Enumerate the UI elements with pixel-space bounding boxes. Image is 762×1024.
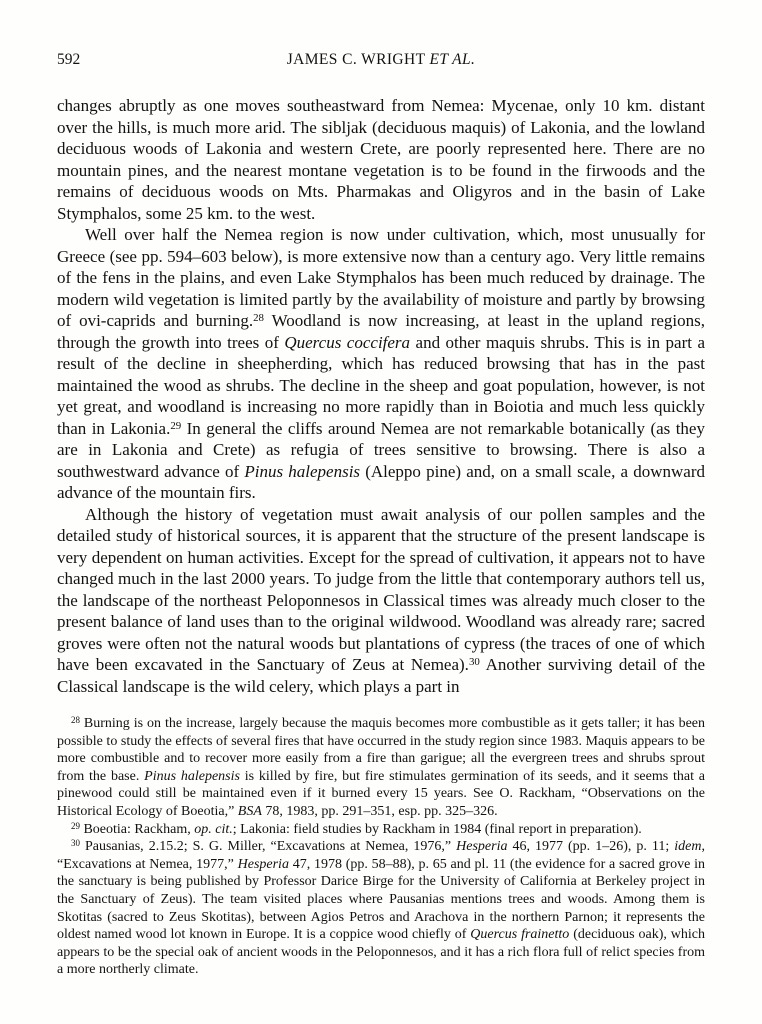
page-number: 592 xyxy=(57,51,81,68)
body-text xyxy=(57,95,705,697)
footnotes xyxy=(57,715,705,979)
footnote-28: $^{28}$ Burning is on the increase, largely because the maquis becomes more combustible as it gets taller; it has been possible to study the effects of several fires that have occurred in the study region since 1983. Maquis appears to be more combustible and to recover more easily from a fire than garigue; all the evergreen trees and shrubs sprout from the base. Pinus halepensis is killed by fire, but fire stimulates germination of its seeds, and it seems that a pinewood could still be maintained even if it burned every 15 years. See O. Rackham, “Observations on the Historical Ecology of Boeotia,” BSA 78, 1983, pp. 291–351, esp. pp. 325–326. xyxy=(57,714,705,819)
running-header xyxy=(57,50,705,70)
paragraph-3: Although the history of vegetation must await analysis of our pollen samples and the detailed study of historical sources, it is apparent that the structure of the present landscape is very dependent on human activities. Except for the spread of cultivation, it appears not to have changed much in the last 2000 years. To judge from the little that contemporary authors tell us, the landscape of the northeast Peloponnesos in Classical times was already much closer to the present balance of land uses than to the original wildwood. Woodland was already rare; sacred groves were often not the natural woods but plantations of cypress (the traces of one of which have been excavated in the Sanctuary of Zeus at Nemea).$^{30}$ Another surviving detail of the Classical landscape is the wild celery, which plays a part in xyxy=(57,504,705,696)
paragraph-1: changes abruptly as one moves southeastward from Nemea: Mycenae, only 10 km. distant over the hills, is much more arid. The sibljak (deciduous maquis) of Lakonia, and the lowland deciduous woods of Lakonia and western Crete, are poorly represented here. There are no mountain pines, and the nearest montane vegetation is to be found in the firwoods and the remains of deciduous woods on Mts. Pharmakas and Oligyros and in the basin of Lake Stymphalos, some 25 km. to the west. xyxy=(57,96,705,223)
running-head-title: JAMES C. WRIGHT ET AL. xyxy=(286,51,476,68)
paragraph-2: Well over half the Nemea region is now under cultivation, which, most unusually for Greece (see pp. 594–603 below), is more extensive now than a century ago. Very little remains of the fens in the plains, and even Lake Stymphalos has been much reduced by drainage. The modern wild vegetation is limited partly by the availability of moisture and partly by browsing of ovi-caprids and burning.$^{28}$ Woodland is now increasing, at least in the upland regions, through the growth into trees of Quercus coccifera and other maquis shrubs. This is in part a result of the decline in sheepherding, which has reduced browsing that has in the past maintained the wood as shrubs. The decline in the sheep and goat population, however, is not yet great, and woodland is increasing no more rapidly than in Boiotia and much less quickly than in Lakonia.$^{29}$ In general the cliffs around Nemea are not remarkable botanically (as they are in Lakonia and Crete) as refugia of trees sensitive to browsing. There is also a southwestward advance of Pinus halepensis (Aleppo pine) and, on a small scale, a downward advance of the mountain firs. xyxy=(57,225,705,502)
footnote-29: $^{29}$ Boeotia: Rackham, op. cit.; Lakonia: field studies by Rackham in 1984 (final report in preparation). xyxy=(71,820,642,837)
footnote-30: $^{30}$ Pausanias, 2.15.2; S. G. Miller, “Excavations at Nemea, 1976,” Hesperia 46, 1977 (pp. 1–26), p. 11; idem, “Excavations at Nemea, 1977,” Hesperia 47, 1978 (pp. 58–88), p. 65 and pl. 11 (the evidence for a sacred grove in the sanctuary is being published by Professor Darice Birge for the University of California at Berkeley project in the Sanctuary of Zeus). The team visited places where Pausanias mentions trees and woods. Among them is Skotitas (sacred to Zeus Skotitas), between Agios Petros and Arachova in the northern Parnon; it represents the oldest named wood lot known in Europe. It is a coppice wood chiefly of Quercus frainetto (deciduous oak), which appears to be the special oak of ancient woods in the Peloponnesos, and it has a rich flora full of relict species from a more northerly climate. xyxy=(57,838,706,978)
